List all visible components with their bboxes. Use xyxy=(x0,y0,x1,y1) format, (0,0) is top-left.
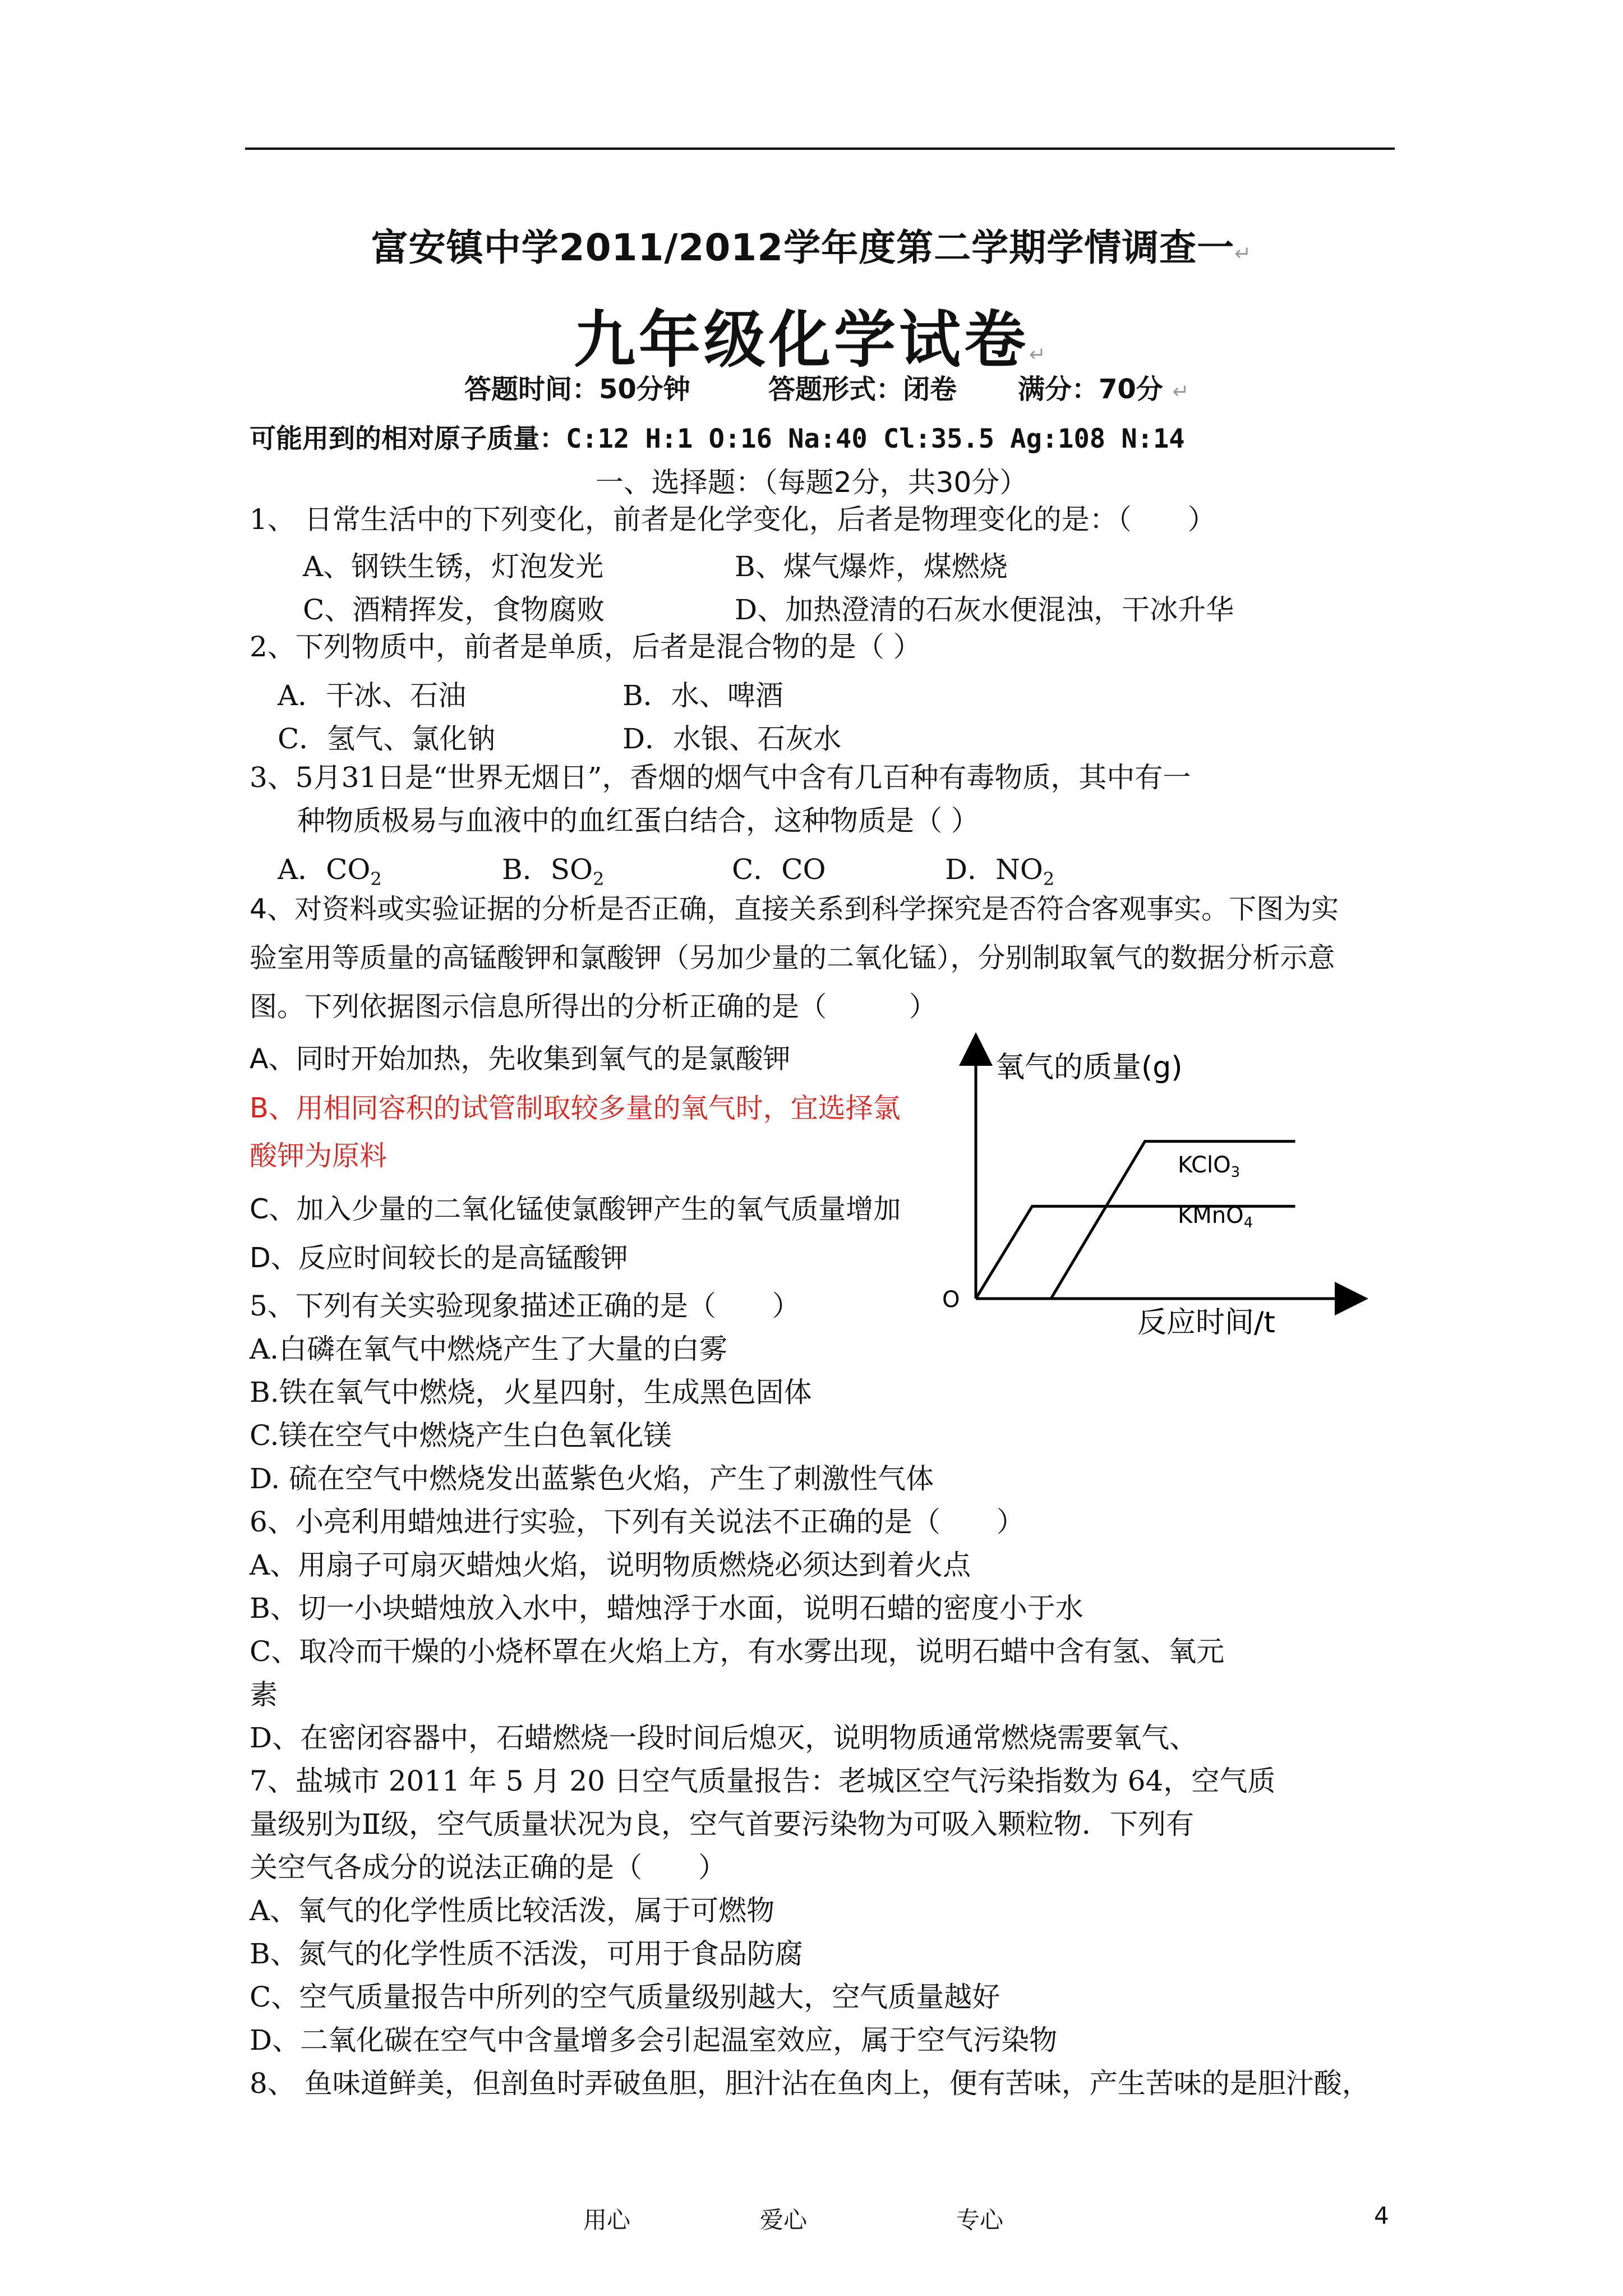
exam-title: 九年级化学试卷↵ xyxy=(573,304,1050,376)
q1-option-d: D、加热澄清的石灰水便混浊，干冰升华 xyxy=(735,593,1234,626)
footer-word-2: 爱心 xyxy=(760,2206,808,2234)
origin-label: O xyxy=(942,1287,960,1313)
q2-option-d: D．水银、石灰水 xyxy=(623,723,842,755)
q2-option-c: C．氢气、氯化钠 xyxy=(278,723,496,755)
q1-stem: 1、 日常生活中的下列变化，前者是化学变化，后者是物理变化的是：（ ） xyxy=(250,503,1216,536)
q7-option-c: C、空气质量报告中所列的空气质量级别越大，空气质量越好 xyxy=(250,1981,1000,2013)
q4-stem-line3: 图。下列依据图示信息所得出的分析正确的是（ ） xyxy=(250,991,937,1023)
q3-option-b: B．$SO_2$ xyxy=(502,853,605,890)
q6-option-c-line2: 素 xyxy=(250,1678,278,1711)
atomic-masses: 可能用到的相对原子质量：C:12 H:1 O:16 Na:40 Cl:35.5 Ag:108 N:14 xyxy=(250,424,1185,454)
exam-time: 答题时间：50分钟 xyxy=(464,374,690,405)
q4-option-c: C、加入少量的二氧化锰使氯酸钾产生的氧气质量增加 xyxy=(250,1193,901,1225)
q4-stem-line2: 验室用等质量的高锰酸钾和氯酸钾（另加少量的二氧化锰），分别制取氧气的数据分析示意 xyxy=(250,942,1335,974)
q7-stem-line1: 7、盐城市 2011 年 5 月 20 日空气质量报告：老城区空气污染指数为 64，空气质 xyxy=(250,1765,1276,1797)
q7-option-a: A、氧气的化学性质比较活泼，属于可燃物 xyxy=(250,1894,775,1927)
page-number: 4 xyxy=(1374,2202,1389,2229)
q8-stem-line1: 8、 鱼味道鲜美，但剖鱼时弄破鱼胆，胆汁沾在鱼肉上，便有苦味，产生苦味的是胆汁酸， xyxy=(250,2067,1370,2100)
q4-option-b-line1: B、用相同容积的试管制取较多量的氧气时，宜选择氯 xyxy=(250,1092,901,1124)
q1-option-a: A、钢铁生锈，灯泡发光 xyxy=(303,550,604,583)
full-score: 满分：70分 ↵ xyxy=(1018,374,1189,405)
q7-option-d: D、二氧化碳在空气中含量增多会引起温室效应，属于空气污染物 xyxy=(250,2024,1058,2056)
section-title: 一、选择题：（每题2分，共30分） xyxy=(595,466,1028,499)
q7-stem-line3: 关空气各成分的说法正确的是（ ） xyxy=(250,1851,726,1884)
q5-stem: 5、下列有关实验现象描述正确的是（ ） xyxy=(250,1290,800,1322)
q7-option-b: B、氮气的化学性质不活泼，可用于食品防腐 xyxy=(250,1938,803,1970)
x-axis-label: 反应时间/t xyxy=(1137,1306,1275,1340)
footer-word-3: 专心 xyxy=(956,2206,1004,2234)
q1-option-c: C、酒精挥发，食物腐败 xyxy=(303,593,605,626)
q6-stem: 6、小亮利用蜡烛进行实验，下列有关说法不正确的是（ ） xyxy=(250,1506,1025,1538)
exam-form: 答题形式：闭卷 xyxy=(768,374,957,405)
q6-option-a: A、用扇子可扇灭蜡烛火焰，说明物质燃烧必须达到着火点 xyxy=(250,1549,971,1581)
q3-stem-line2: 种物质极易与血液中的血红蛋白结合，这种物质是（ ） xyxy=(297,804,979,837)
q3-option-c: C．CO xyxy=(732,853,826,886)
q4-option-d: D、反应时间较长的是高锰酸钾 xyxy=(250,1242,628,1274)
q6-option-d: D、在密闭容器中，石蜡燃烧一段时间后熄灭，说明物质通常燃烧需要氧气、 xyxy=(250,1722,1198,1754)
footer-word-1: 用心 xyxy=(583,2206,631,2234)
y-axis-label: 氧气的质量(g) xyxy=(995,1051,1183,1084)
q2-stem: 2、下列物质中，前者是单质，后者是混合物的是（ ） xyxy=(250,631,921,663)
q5-option-b: B.铁在氧气中燃烧，火星四射，生成黑色固体 xyxy=(250,1376,812,1409)
q6-option-c-line1: C、取冷而干燥的小烧杯罩在火焰上方，有水雾出现，说明石蜡中含有氢、氧元 xyxy=(250,1635,1225,1668)
q6-option-b: B、切一小块蜡烛放入水中，蜡烛浮于水面，说明石蜡的密度小于水 xyxy=(250,1592,1083,1625)
q5-option-d: D. 硫在空气中燃烧发出蓝紫色火焰，产生了刺激性气体 xyxy=(250,1462,934,1495)
q3-option-a: A．$CO_2$ xyxy=(278,853,382,890)
q3-stem-line1: 3、5月31日是“世界无烟日”，香烟的烟气中含有几百种有毒物质，其中有一 xyxy=(250,761,1191,794)
q4-option-a: A、同时开始加热，先收集到氧气的是氯酸钾 xyxy=(250,1043,791,1075)
q3-option-d: D．$NO_2$ xyxy=(945,853,1055,890)
q2-option-b: B．水、啤酒 xyxy=(623,679,783,712)
oxygen-mass-chart xyxy=(909,1032,1368,1346)
q2-option-a: A．干冰、石油 xyxy=(278,679,467,712)
kmno4-label: KMnO$_4$ xyxy=(1178,1203,1253,1231)
q7-stem-line2: 量级别为Ⅱ级，空气质量状况为良，空气首要污染物为可吸入颗粒物．下列有 xyxy=(250,1808,1194,1841)
school-title: 富安镇中学2011/2012学年度第二学期学情调查一↵ xyxy=(371,226,1252,269)
q4-stem-line1: 4、对资料或实验证据的分析是否正确，直接关系到科学探究是否符合客观事实。下图为实 xyxy=(250,893,1339,925)
header-rule xyxy=(245,148,1395,150)
kclo3-label: KClO$_3$ xyxy=(1178,1152,1241,1181)
q5-option-c: C.镁在空气中燃烧产生白色氧化镁 xyxy=(250,1419,672,1452)
q4-option-b-line2: 酸钾为原料 xyxy=(250,1140,388,1172)
q1-option-b: B、煤气爆炸，煤燃烧 xyxy=(735,550,1008,583)
q5-option-a: A.白磷在氧气中燃烧产生了大量的白雾 xyxy=(250,1333,728,1365)
